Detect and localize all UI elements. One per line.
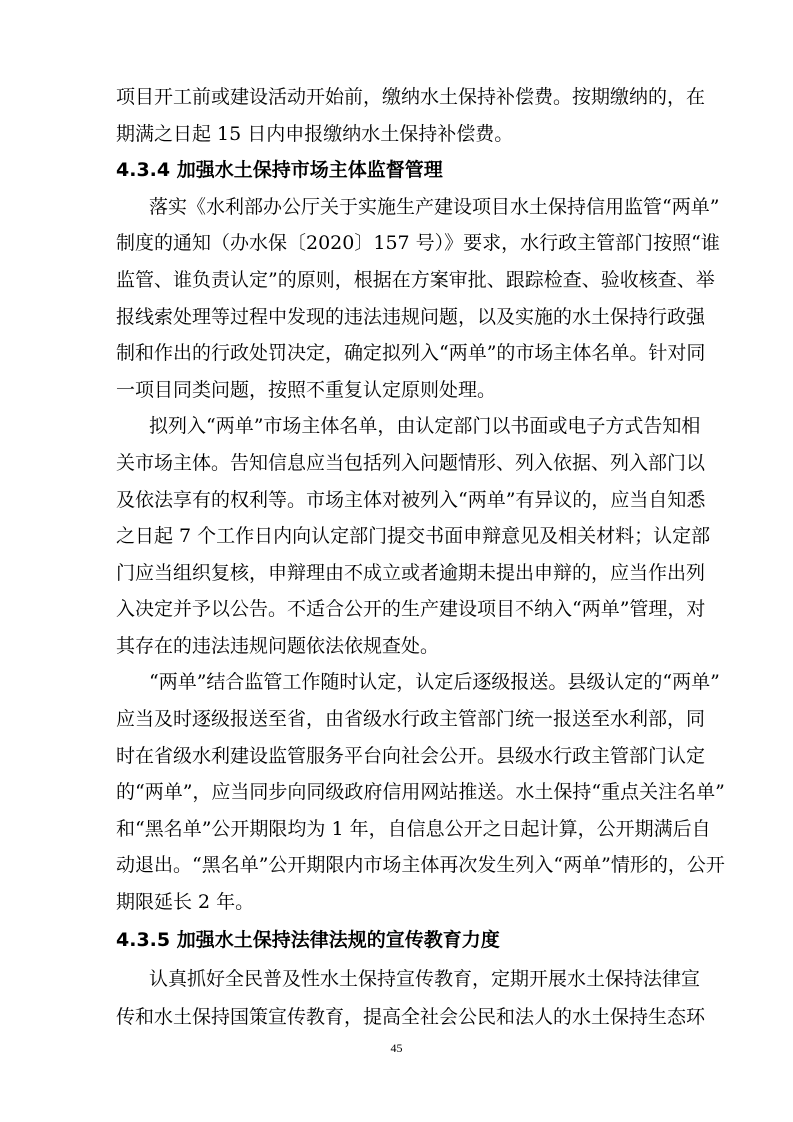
paragraph-line: 门应当组织复核，申辩理由不成立或者逾期未提出申辩的，应当作出列 bbox=[116, 562, 706, 584]
paragraph-line: 期限延长 2 年。 bbox=[116, 891, 255, 913]
body-text-line: 期满之日起 15 日内申报缴纳水土保持补偿费。 bbox=[116, 123, 514, 145]
paragraph-line: 传和水土保持国策宣传教育，提高全社会公民和法人的水土保持生态环 bbox=[116, 1006, 706, 1028]
paragraph-line: 之日起 7 个工作日内向认定部门提交书面申辩意见及相关材料；认定部 bbox=[116, 525, 711, 547]
paragraph-line: 报线索处理等过程中发现的违法违规问题，以及实施的水土保持行政强 bbox=[116, 306, 706, 328]
body-text-line: 项目开工前或建设活动开始前，缴纳水土保持补偿费。按期缴纳的，在 bbox=[116, 86, 706, 108]
paragraph-line: 关市场主体。告知信息应当包括列入问题情形、列入依据、列入部门以 bbox=[116, 452, 706, 474]
paragraph-line: 及依法享有的权利等。市场主体对被列入“两单”有异议的，应当自知悉 bbox=[116, 489, 706, 511]
paragraph-line: 其存在的违法违规问题依法依规查处。 bbox=[116, 635, 440, 657]
paragraph-line: 和“黑名单”公开期限均为 1 年，自信息公开之日起计算，公开期满后自 bbox=[116, 818, 711, 840]
paragraph-line: “两单”结合监管工作随时认定，认定后逐级报送。县级认定的“两单” bbox=[149, 671, 720, 693]
paragraph-line: 入决定并予以公告。不适合公开的生产建设项目不纳入“两单”管理，对 bbox=[116, 598, 706, 620]
paragraph-line: 监管、谁负责认定”的原则，根据在方案审批、跟踪检查、验收核查、举 bbox=[116, 269, 715, 291]
paragraph-line: 时在省级水利建设监管服务平台向社会公开。县级水行政主管部门认定 bbox=[116, 745, 706, 767]
page-number: 45 bbox=[390, 1041, 403, 1055]
paragraph-line: 落实《水利部办公厅关于实施生产建设项目水土保持信用监管“两单” bbox=[149, 196, 720, 218]
section-heading-4-3-5: 4.3.5 加强水土保持法律法规的宣传教育力度 bbox=[116, 929, 500, 951]
paragraph-line: 制和作出的行政处罚决定，确定拟列入“两单”的市场主体名单。针对同 bbox=[116, 342, 706, 364]
paragraph-line: 拟列入“两单”市场主体名单，由认定部门以书面或电子方式告知相 bbox=[149, 415, 701, 437]
paragraph-line: 应当及时逐级报送至省，由省级水行政主管部门统一报送至水利部，同 bbox=[116, 708, 706, 730]
paragraph-line: 制度的通知（办水保〔2020〕157 号）》要求，水行政主管部门按照“谁 bbox=[116, 232, 720, 254]
paragraph-line: 认真抓好全民普及性水土保持宣传教育，定期开展水土保持法律宣 bbox=[149, 968, 701, 990]
paragraph-line: 的“两单”，应当同步向同级政府信用网站推送。水土保持“重点关注名单” bbox=[116, 781, 725, 803]
paragraph-line: 一项目同类问题，按照不重复认定原则处理。 bbox=[116, 379, 497, 401]
section-heading-4-3-4: 4.3.4 加强水土保持市场主体监督管理 bbox=[116, 159, 443, 181]
paragraph-line: 动退出。“黑名单”公开期限内市场主体再次发生列入“两单”情形的，公开 bbox=[116, 854, 725, 876]
